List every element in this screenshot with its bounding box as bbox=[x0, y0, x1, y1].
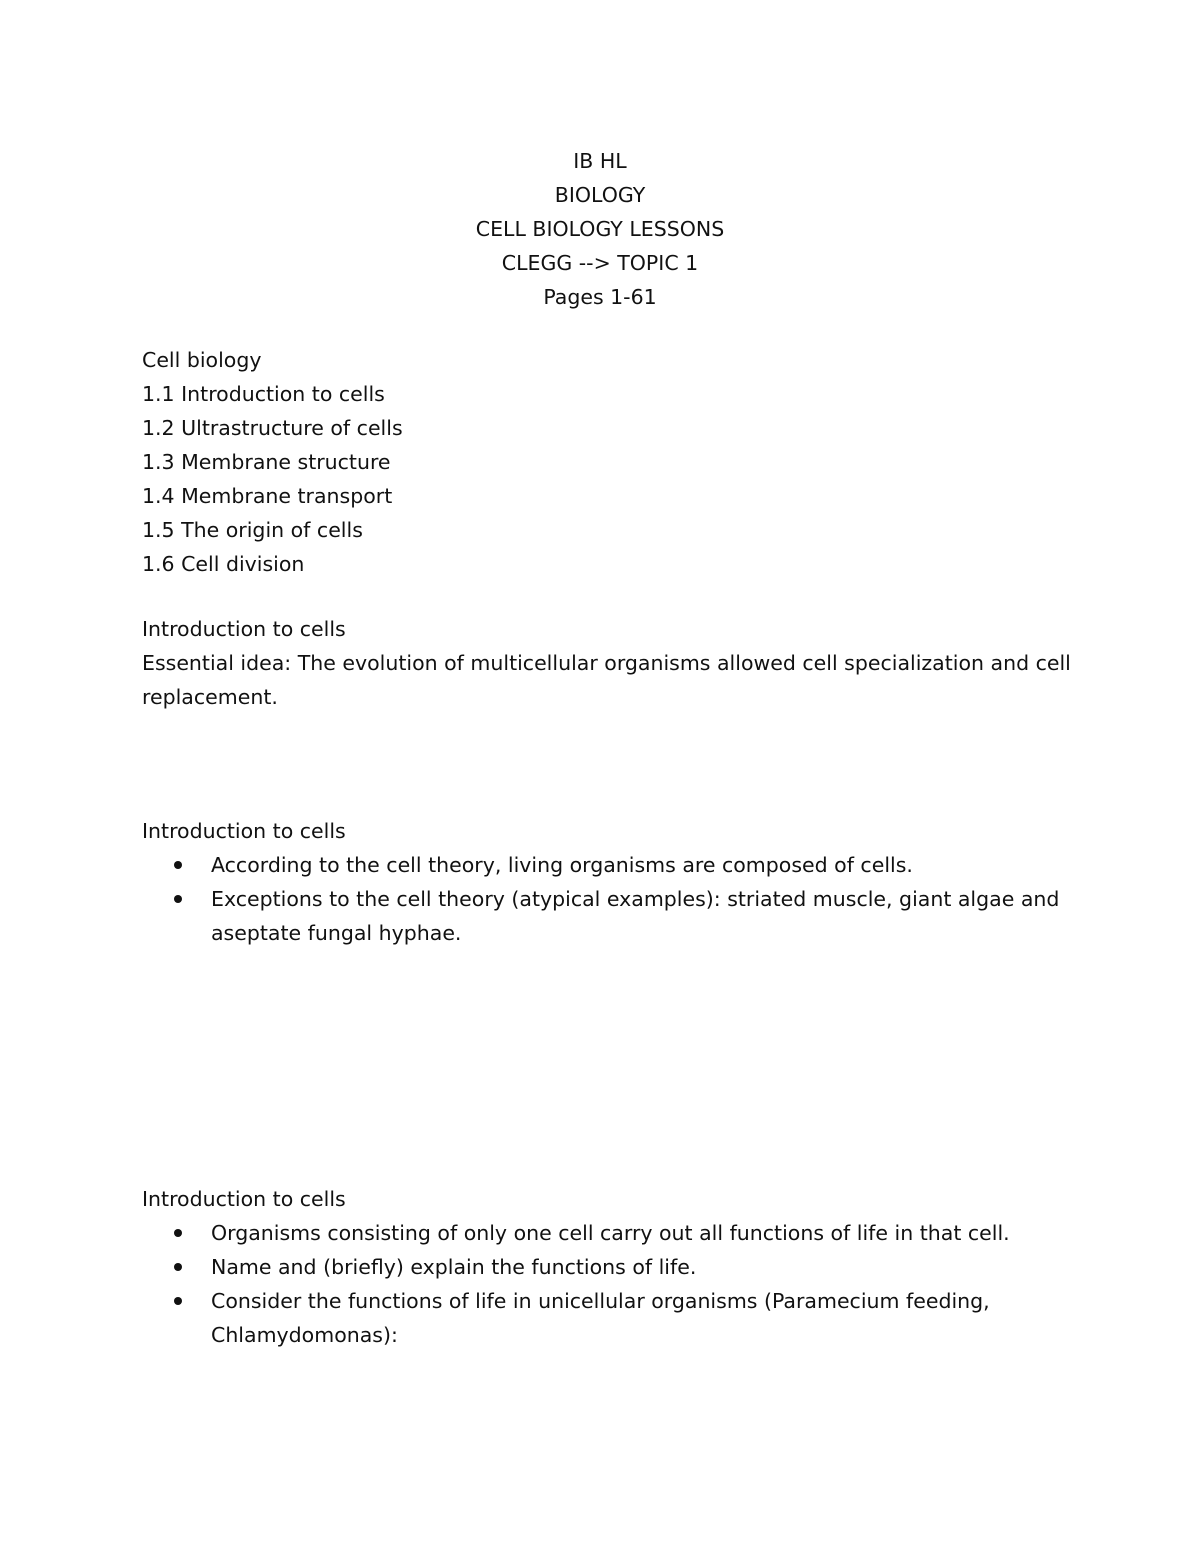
list-item bbox=[142, 882, 1072, 950]
section-heading: Introduction to cells bbox=[142, 617, 346, 641]
bullet-list bbox=[142, 1216, 1072, 1352]
section-introduction-functions-of-life bbox=[142, 1182, 1072, 1352]
bullet-icon bbox=[174, 1297, 182, 1305]
list-item bbox=[142, 1250, 1072, 1284]
bullet-list bbox=[142, 848, 1072, 950]
section-heading: Introduction to cells bbox=[142, 1187, 346, 1211]
section-introduction-cell-theory bbox=[142, 814, 1072, 950]
toc-heading: Cell biology bbox=[142, 348, 262, 372]
document-title-block bbox=[0, 144, 1200, 314]
list-item-text: Exceptions to the cell theory (atypical examples): striated muscle, giant algae and aseptate fungal hyphae. bbox=[211, 887, 1060, 945]
toc-item: 1.4 Membrane transport bbox=[142, 484, 393, 508]
list-item-text: According to the cell theory, living organisms are composed of cells. bbox=[211, 853, 913, 877]
section-heading: Introduction to cells bbox=[142, 819, 346, 843]
list-item-text: Consider the functions of life in unicellular organisms (Paramecium feeding, Chlamydomonas): bbox=[211, 1289, 990, 1347]
toc-item: 1.5 The origin of cells bbox=[142, 518, 363, 542]
title-line-subject: BIOLOGY bbox=[554, 183, 646, 207]
toc-item: 1.1 Introduction to cells bbox=[142, 382, 385, 406]
toc-item: 1.2 Ultrastructure of cells bbox=[142, 416, 403, 440]
list-item bbox=[142, 1216, 1072, 1250]
list-item bbox=[142, 1284, 1072, 1352]
toc-item: 1.6 Cell division bbox=[142, 552, 305, 576]
table-of-contents bbox=[142, 343, 1072, 581]
title-line-topic: CLEGG --> TOPIC 1 bbox=[501, 251, 699, 275]
list-item-text: Name and (briefly) explain the functions of life. bbox=[211, 1255, 697, 1279]
bullet-icon bbox=[174, 861, 182, 869]
list-item-text: Organisms consisting of only one cell carry out all functions of life in that cell. bbox=[211, 1221, 1010, 1245]
toc-item: 1.3 Membrane structure bbox=[142, 450, 391, 474]
title-line-pages: Pages 1-61 bbox=[543, 285, 657, 309]
bullet-icon bbox=[174, 1229, 182, 1237]
title-line-course: IB HL bbox=[573, 149, 627, 173]
list-item bbox=[142, 848, 1072, 882]
section-introduction-essential-idea bbox=[142, 612, 1072, 714]
essential-idea-text: Essential idea: The evolution of multicellular organisms allowed cell specialization and cell replacement. bbox=[142, 651, 1071, 709]
bullet-icon bbox=[174, 895, 182, 903]
bullet-icon bbox=[174, 1263, 182, 1271]
title-line-lessons: CELL BIOLOGY LESSONS bbox=[475, 217, 725, 241]
